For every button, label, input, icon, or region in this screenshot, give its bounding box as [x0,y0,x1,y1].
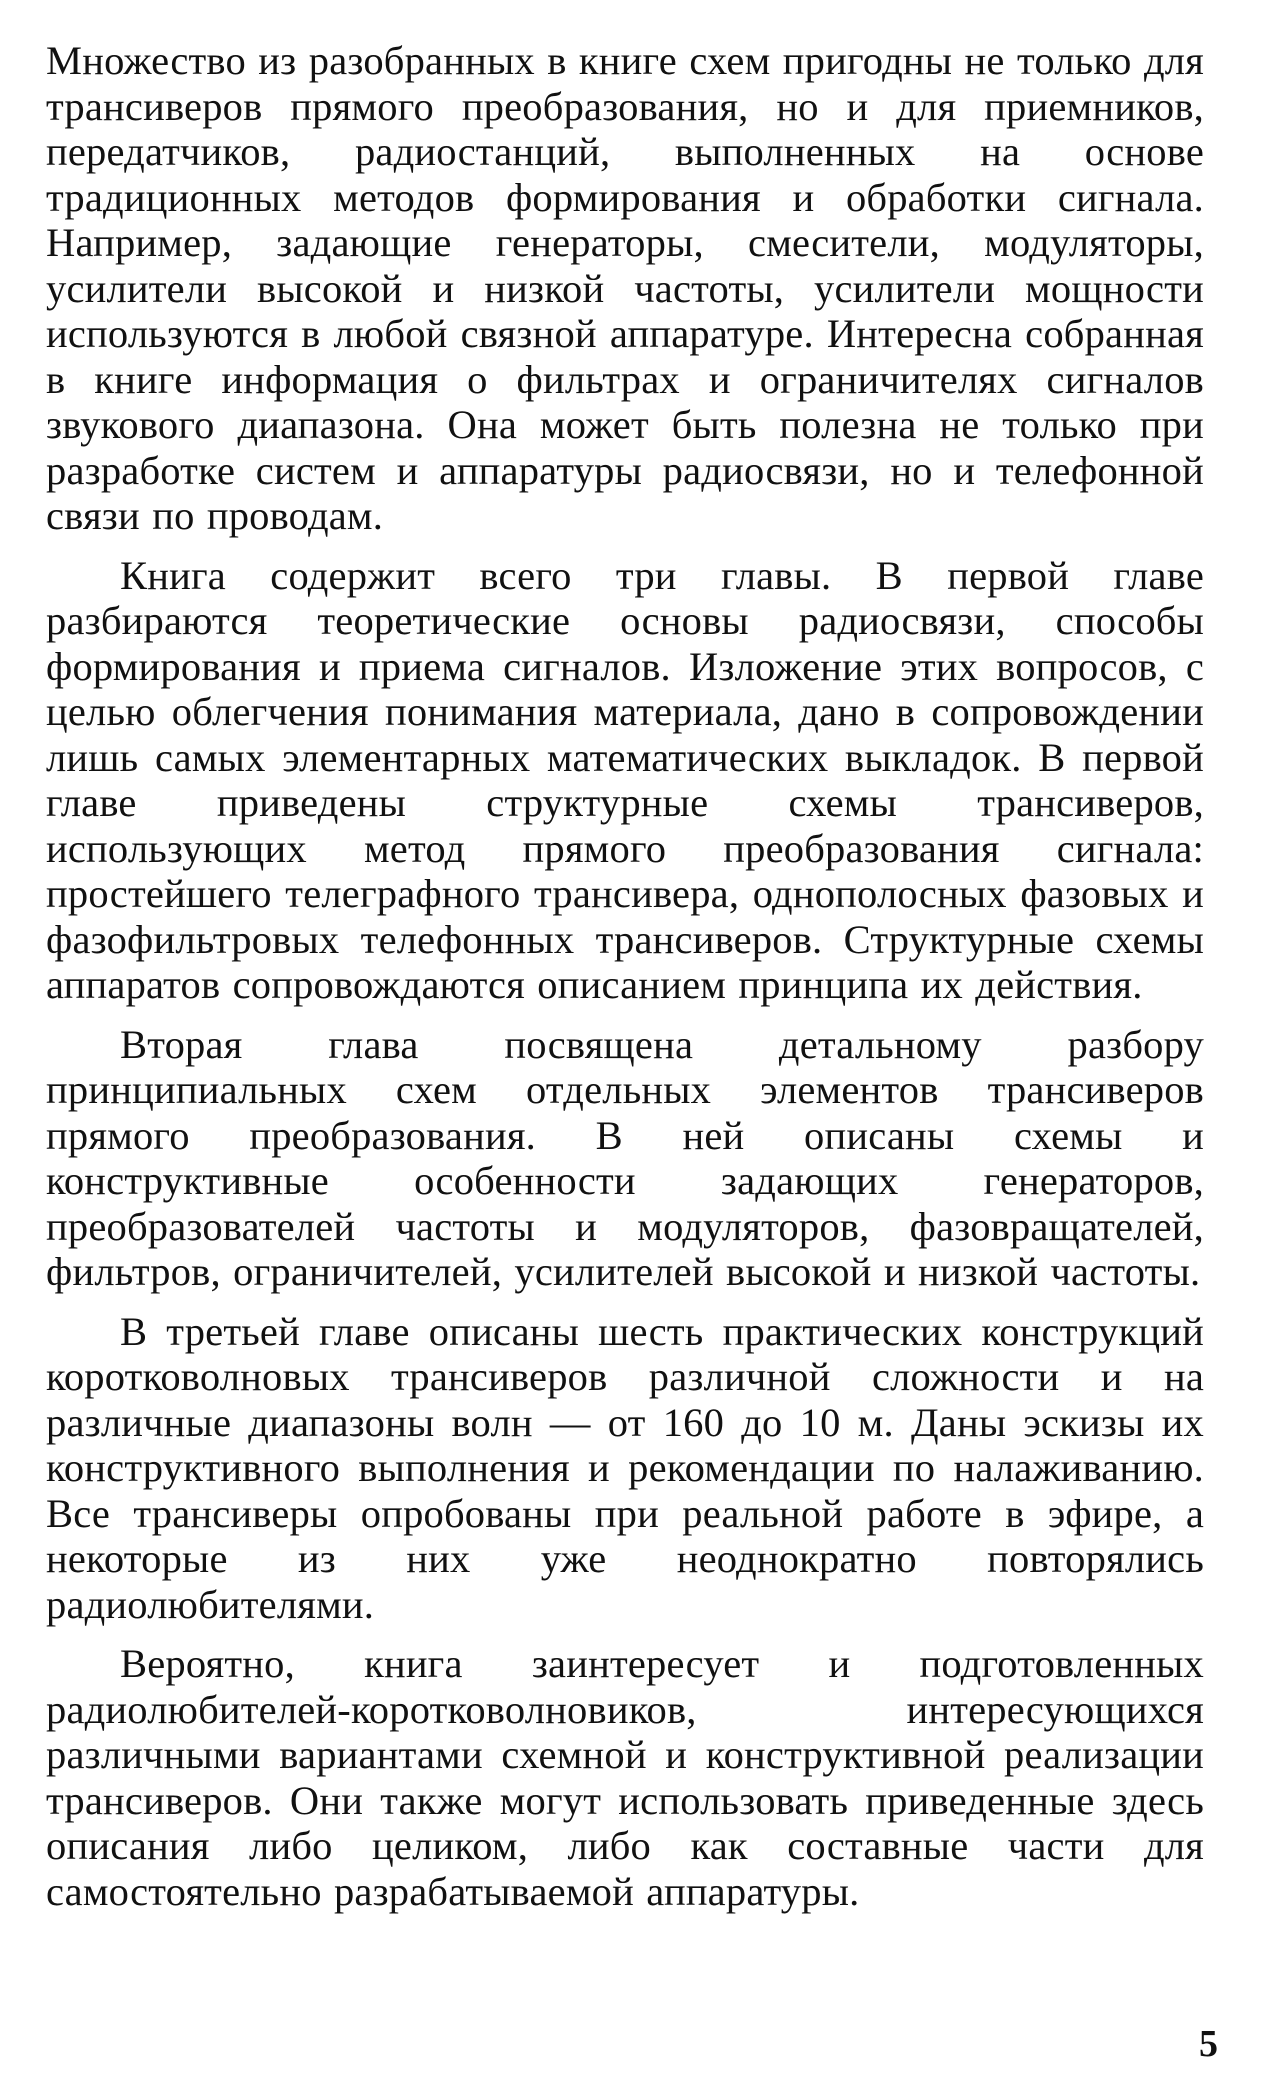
paragraph-chapter-three: В третьей главе описаны шесть практических конструкций коротковолновых трансиверов различной сложности и на различные диапазоны волн — от 160 до 10 м. Даны эскизы их конструктивного выполнения и рекомендации по налаживанию. Все трансиверы опробованы при реальной работе в эфире, а некоторые из них уже неоднократно повторялись радиолюбителями. [46,1308,1204,1627]
paragraph-audience: Вероятно, книга заинтересует и подготовленных радиолюбителей-коротковолновиков, интересующихся различными вариантами схемной и конструктивной реализации трансиверов. Они также могут использовать приведенные здесь описания либо целиком, либо как составные части для самостоятельно разрабатываемой аппаратуры. [46,1641,1204,1914]
page-number: 5 [1199,2023,1218,2065]
paragraph-chapter-two: Вторая глава посвящена детальному разбору принципиальных схем отдельных элементов трансиверов прямого преобразования. В ней описаны схемы и конструктивные особенности задающих генераторов, преобразователей частоты и модуляторов, фазовращателей, фильтров, ограничителей, усилителей высокой и низкой частоты. [46,1021,1204,1294]
paragraph-chapters-overview: Книга содержит всего три главы. В первой главе разбираются теоретические основы радиосвязи, способы формирования и приема сигналов. Изложение этих вопросов, с целью облегчения понимания материала, дано в сопровождении лишь самых элементарных математических выкладок. В первой главе приведены структурные схемы трансиверов, использующих метод прямого преобразования сигнала: простейшего телеграфного трансивера, однополосных фазовых и фазофильтровых телефонных трансиверов. Структурные схемы аппаратов сопровождаются описанием принципа их действия. [46,552,1204,1007]
paragraph-intro: Множество из разобранных в книге схем пригодны не только для трансиверов прямого преобразования, но и для приемников, передатчиков, радиостанций, выполненных на основе традиционных методов формирования и обработки сигнала. Например, задающие генераторы, смесители, модуляторы, усилители высокой и низкой частоты, усилители мощности используются в любой связной аппаратуре. Интересна собранная в книге информация о фильтрах и ограничителях сигналов звукового диапазона. Она может быть полезна не только при разработке систем и аппаратуры радиосвязи, но и телефонной связи по проводам. [46,38,1204,538]
body-text [46,38,1204,1928]
